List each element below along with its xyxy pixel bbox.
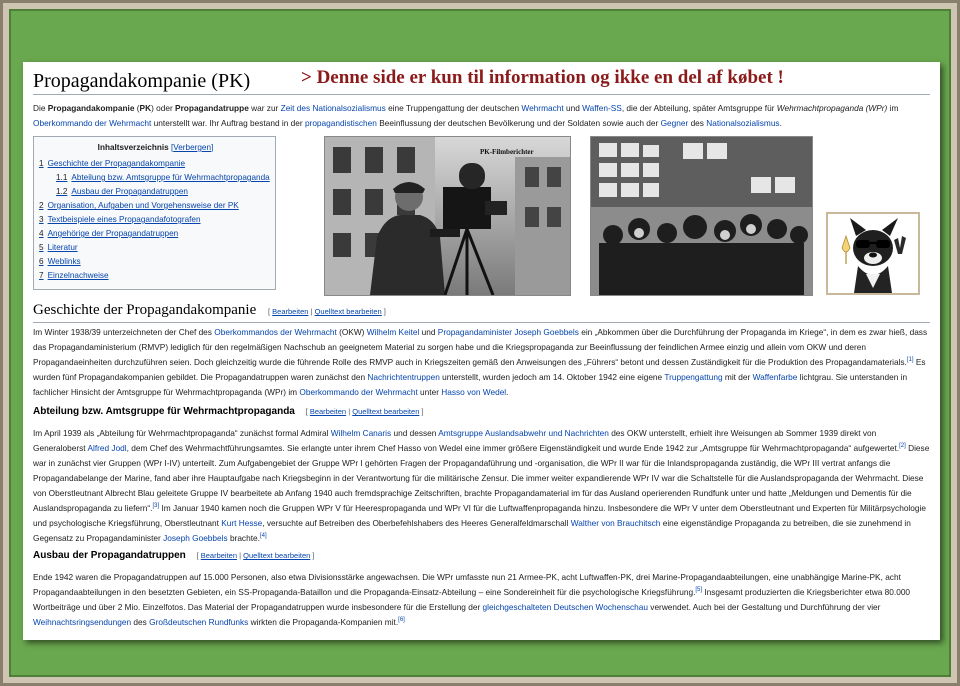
edit-open: [ — [305, 407, 310, 416]
toc-item[interactable] — [39, 243, 78, 252]
link[interactable]: Deutschen Wochenschau — [553, 602, 648, 612]
toc-item[interactable] — [39, 159, 185, 168]
toc-title — [34, 143, 277, 152]
toc-hide-close: ] — [211, 143, 214, 152]
link[interactable]: Wehrmacht — [521, 103, 564, 113]
edit-separator: | — [346, 407, 353, 416]
toc-label: Angehörige der Propagandatruppen — [47, 229, 179, 238]
text: ) oder — [151, 103, 176, 113]
toc-hide-open: [ — [168, 143, 174, 152]
toc-number: 3 — [39, 215, 44, 224]
toc-hide-link[interactable]: Verbergen — [173, 143, 212, 152]
link[interactable]: Weihnachtsringsendungen — [33, 617, 132, 627]
text: eine eigenständige Propaganda zu betreiben, die sie zunehmend in Gegensatz zu Propagandaminister — [33, 518, 911, 543]
reference[interactable]: [4] — [259, 533, 267, 540]
reference[interactable]: [3] — [152, 503, 160, 510]
photo-exhibition[interactable] — [590, 136, 813, 296]
text: brachte. — [227, 533, 260, 543]
text: ein „Abkommen über die Durchführung der Propaganda im Kriege“, in dem es zwar hieß, dass das Propagandaministerium (RMVP) lediglich für den regelmäßigen Nachschub an geeignetem Material zu sorgen habe und die Kriegspropaganda zur Beeinflussung der feindlichen Armee einzig und allein vom OKW und deren Propagandaeinheiten durchzuführen seien. Doch gleichzeitig wurde die führende Rolle des RMVP auch in Kriegszeiten gemäß den Anweisungen des „Führers“ betont und dessen Zuständigkeit für die Produktion des Propagandamaterials. — [33, 327, 928, 367]
link[interactable]: Propagandaminister Joseph Goebbels — [437, 327, 579, 337]
text: Im April 1939 als „Abteilung für Wehrmachtpropaganda“ zunächst formal Admiral — [33, 428, 331, 438]
link[interactable]: Joseph Goebbels — [163, 533, 228, 543]
edit-close: ] — [419, 407, 424, 416]
text: . — [779, 118, 782, 128]
toc-number: 7 — [39, 271, 44, 280]
toc-number: 6 — [39, 257, 44, 266]
text: wirkten die Propaganda-Kompanien mit. — [248, 617, 399, 627]
toc-label: Geschichte der Propagandakompanie — [47, 159, 186, 168]
table-of-contents — [33, 136, 276, 290]
link[interactable]: Nationalsozialismus — [706, 118, 780, 128]
text: unter — [417, 387, 442, 397]
edit-open: [ — [268, 307, 273, 316]
text: eine Truppengattung der deutschen — [385, 103, 522, 113]
text: des — [131, 617, 150, 627]
text: im — [887, 103, 899, 113]
link[interactable]: Großdeutschen Rundfunks — [149, 617, 249, 627]
edit-separator: | — [237, 551, 244, 560]
toc-number: 1.2 — [56, 187, 68, 196]
text: Im Januar 1940 kamen noch die Gruppen WPr V für Heerespropaganda und WPr VI für die Luftwaffenpropaganda hinzu. Insbesondere die WPr V unter dem Oberstleutnant und Experten für Militärpsychologie und psychologische Kriegsführung, Oberstleutnant — [33, 503, 926, 528]
text: verwendet. Auch bei der Gestaltung und Durchführung der vier — [647, 602, 881, 612]
page-header — [33, 68, 930, 95]
text: Es wurden fünf Propagandakompanien gebildet. Die Propagandatruppen waren zunächst den — [33, 357, 926, 382]
bold-term: PK — [139, 103, 152, 113]
toc-label: Einzelnachweise — [47, 271, 109, 280]
link[interactable]: Walther von Brauchitsch — [570, 518, 661, 528]
text: Die — [33, 103, 48, 113]
link[interactable]: Waffenfarbe — [752, 372, 798, 382]
text: lichtgrau. Sie unterstanden in fachlicher Hinsicht der Amtsgruppe für Wehrmachtpropaganda (WPr) im — [33, 372, 908, 397]
section-title: Geschichte der Propagandakompanie — [33, 302, 257, 318]
toc-label: Weblinks — [47, 257, 81, 266]
toc-number: 4 — [39, 229, 44, 238]
section-heading-expansion — [33, 550, 930, 561]
link[interactable]: propagandistischen — [304, 118, 377, 128]
link[interactable]: Oberkommandos der Wehrmacht — [214, 327, 337, 337]
text: Im Winter 1938/39 unterzeichneten der Chef des — [33, 327, 215, 337]
toc-label: Ausbau der Propagandatruppen — [71, 187, 188, 196]
toc-item[interactable] — [56, 173, 270, 182]
link[interactable]: Oberkommando der Wehrmacht — [299, 387, 418, 397]
edit-source-link[interactable]: Quelltext bearbeiten — [352, 407, 420, 416]
expansion-paragraph — [33, 570, 930, 630]
edit-close: ] — [381, 307, 386, 316]
toc-number: 1.1 — [56, 173, 68, 182]
toc-title-text: Inhaltsverzeichnis — [97, 143, 169, 152]
italic-term: Wehrmachtpropaganda (WPr) — [776, 103, 888, 113]
text: ( — [134, 103, 140, 113]
text: Insgesamt produzierten die Kriegsberichter etwa 80.000 Wortbeiträge und über 2 Mio. Einzelfotos. Das Material der Propagandatruppen wurde insbesondere für die Erstellung der — [33, 587, 911, 612]
edit-separator: | — [308, 307, 315, 316]
link[interactable]: Truppengattung — [664, 372, 723, 382]
text: (OKW) — [336, 327, 367, 337]
edit-close: ] — [310, 551, 315, 560]
toc-item[interactable] — [39, 229, 178, 238]
text: , versuchte auf Betreiben des Oberbefehlshabers des Heeres Generalfeldmarschall — [262, 518, 571, 528]
text: Beeinflussung der deutschen Bevölkerung und der Soldaten sowie auch der — [376, 118, 661, 128]
toc-item[interactable] — [39, 215, 201, 224]
link[interactable]: Wilhelm Canaris — [330, 428, 392, 438]
text: unterstellt, wurden jedoch am 14. Oktober 1942 eine eigene — [439, 372, 665, 382]
toc-number: 1 — [39, 159, 44, 168]
toc-label: Organisation, Aufgaben und Vorgehensweise der PK — [47, 201, 239, 210]
section-heading-department — [33, 406, 930, 417]
link[interactable]: Alfred Jodl — [87, 443, 127, 453]
link[interactable]: Kurt Hesse — [221, 518, 263, 528]
toc-item[interactable] — [56, 187, 188, 196]
link[interactable]: Waffen-SS — [582, 103, 622, 113]
edit-links — [268, 307, 386, 316]
edit-links — [197, 551, 315, 560]
dog-thumbnail[interactable] — [826, 212, 920, 295]
toc-label: Literatur — [47, 243, 78, 252]
link[interactable]: Wilhelm Keitel — [366, 327, 420, 337]
link[interactable]: Zeit des Nationalsozialismus — [280, 103, 386, 113]
toc-item[interactable] — [39, 201, 239, 210]
edit-link[interactable]: Bearbeiten — [309, 407, 347, 416]
toc-item[interactable] — [39, 271, 109, 280]
text: , dem Chef des Wehrmachtführungsamtes. Sie erlangte unter ihrem Chef Hasso von Wedel eine immer größere Eigenständigkeit und wurde Ende 1942 zur „Amtsgruppe für Wehrmachtpropaganda“ aufgewertet. — [126, 443, 900, 453]
dog-thumbnail-art — [828, 214, 918, 293]
info-notice: > Denne side er kun til information og ikke en del af købet ! — [301, 67, 784, 88]
reference[interactable]: [2] — [899, 443, 906, 450]
reference[interactable]: [6] — [398, 617, 405, 624]
section-title: Ausbau der Propagandatruppen — [33, 550, 186, 561]
article-page — [23, 62, 940, 640]
edit-link[interactable]: Bearbeiten — [200, 551, 238, 560]
link[interactable]: Hasso von Wedel — [441, 387, 507, 397]
bold-term: Propagandatruppe — [175, 103, 249, 113]
section-title: Abteilung bzw. Amtsgruppe für Wehrmachtpropaganda — [33, 406, 295, 417]
page-title: Propagandakompanie (PK) — [33, 70, 251, 92]
text: des OKW unterstellt, erhielt ihre Weisungen ab Sommer 1939 direkt von Generaloberst — [33, 428, 877, 453]
link[interactable]: Oberkommando der Wehrmacht — [33, 118, 152, 128]
text: und dessen — [391, 428, 439, 438]
link[interactable]: Nachrichtentruppen — [367, 372, 440, 382]
history-paragraph — [33, 325, 930, 400]
link[interactable]: gleichgeschalteten — [482, 602, 552, 612]
edit-links — [306, 407, 424, 416]
edit-link[interactable]: Bearbeiten — [272, 307, 309, 316]
text: und — [563, 103, 583, 113]
bold-term: Propagandakompanie — [47, 103, 135, 113]
toc-number: 2 — [39, 201, 44, 210]
text: und — [419, 327, 438, 337]
toc-label: Textbeispiele eines Propagandafotografen — [47, 215, 201, 224]
photo-film-reporter[interactable] — [324, 136, 571, 296]
edit-open: [ — [196, 551, 201, 560]
text: . — [506, 387, 509, 397]
toc-number: 5 — [39, 243, 44, 252]
department-paragraph — [33, 426, 930, 546]
text: des — [688, 118, 707, 128]
text: Ende 1942 waren die Propagandatruppen auf 15.000 Personen, also etwa Divisionsstärke angewachsen. Die WPr umfasste nun 21 Armee-PK, acht Luftwaffen-PK, drei Marine-Propagandaabteilungen, eine unabhängige Marine-PK, acht Propagandaabteilungen in den besetzten Gebieten, ein SS-Propaganda-Bataillon und die Propaganda-Einsatz-Abteilung – eine Sondereinheit für die psychologische Kriegsführung. — [33, 572, 901, 597]
intro-paragraph — [33, 101, 930, 131]
text: Diese war in zunächst vier Gruppen (WPr I-IV) unterteilt. Zum Aufgabengebiet der Gruppe WPr I gehörten Fragen der Propagandaführung und -organisation, die WPr II war für die Inlandspropaganda zuständig, die WPr III vertrat anfangs die Propagandabelange der Marine, fand aber ihre Hauptaufgabe nach Kriegsbeginn in der Verantwortung für die militärische Zensur. Die immer weiter expandierende WPr IV war die Schaltstelle für die Auslandspropaganda der Wehrmacht. Diese von Oberstleutnant Albrecht Blau geleitete Gruppe IV bearbeitete ab Anfang 1940 auch fremdsprachige Zeitschriften, brachte Propagandamaterial im für das Ausland operierenden Rundfunk unter und hatte „Meldungen und Dementis für die Auslandspropaganda zu liefern“. — [33, 443, 930, 513]
toc-item[interactable] — [39, 257, 81, 266]
link[interactable]: Amtsgruppe Auslandsabwehr und Nachrichten — [438, 428, 609, 438]
link[interactable]: Gegner — [660, 118, 689, 128]
edit-source-link[interactable]: Quelltext bearbeiten — [243, 551, 311, 560]
text: unterstellt war. Ihr Auftrag bestand in der — [151, 118, 305, 128]
photo-caption: PK-Filmberichter — [480, 148, 534, 156]
edit-source-link[interactable]: Quelltext bearbeiten — [314, 307, 382, 316]
reference[interactable]: [1] — [906, 357, 914, 364]
text: mit der — [722, 372, 753, 382]
exhibition-photo-art — [591, 137, 812, 295]
film-reporter-photo-art — [325, 137, 570, 295]
toc-label: Abteilung bzw. Amtsgruppe für Wehrmachtpropaganda — [71, 173, 270, 182]
text: , die der Abteilung, später Amtsgruppe für — [621, 103, 777, 113]
section-heading-history — [33, 302, 930, 323]
text: war zur — [248, 103, 281, 113]
reference[interactable]: [5] — [695, 587, 703, 594]
